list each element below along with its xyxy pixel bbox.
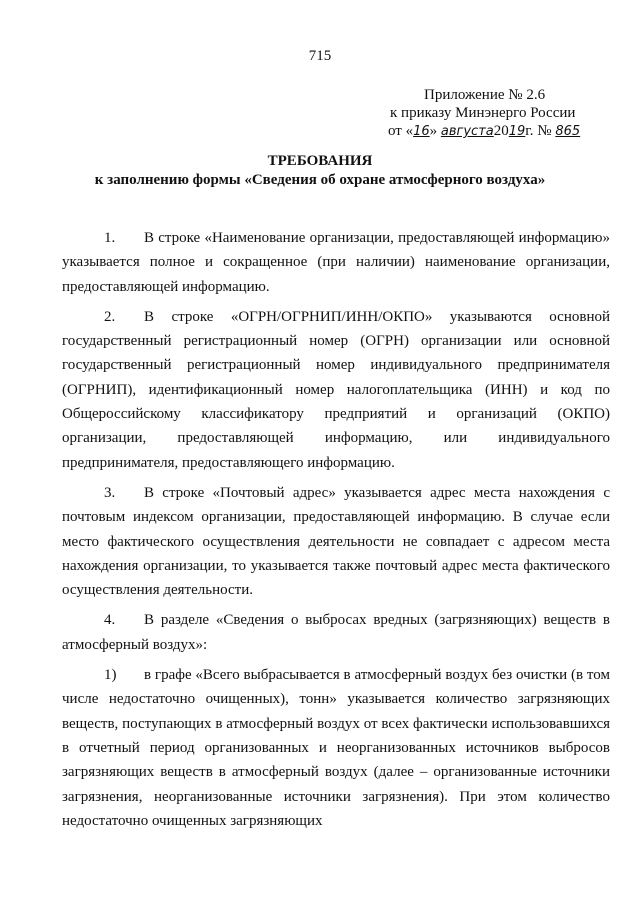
paragraph-text: В строке «ОГРН/ОГРНИП/ИНН/ОКПО» указываются основной государственный регистрационный номер (ОГРН) организации или основной государственный регистрационный номер индивидуального предпринимателя (ОГРНИП), идентификационный номер налогоплательщика (ИНН) и код по Общероссийскому классификатору предприятий и организаций (ОКПО) организации, предоставляющей информацию, или индивидуального предпринимателя, предоставляющего информацию. [62,308,610,471]
paragraph-number: 3. [104,484,116,501]
document-title [60,152,580,190]
document-body [62,226,610,839]
paragraph-1 [62,226,610,299]
paragraph-2 [62,305,610,475]
paragraph-text: в графе «Всего выбрасывается в атмосферный воздух без очистки (в том числе недостаточно очищенных), тонн» указывается количество загрязняющих веществ, поступающих в атмосферный воздух от всех фактически использовавшихся в отчетный период организованных и неорганизованных источников выбросов загрязняющих веществ в атмосферный воздух (далее – организованные источники загрязнения, неорганизованные источники загрязнения). При этом количество недостаточно очищенных загрязняющих [62,667,610,829]
handwritten-month: августа [440,124,494,139]
paragraph-number: 1. [104,230,116,246]
subparagraph-1 [62,663,610,833]
attachment-order-ref: к приказу Минэнерго России [390,105,576,121]
subparagraph-number: 1) [104,667,117,684]
paragraph-3 [62,481,610,602]
attachment-block [380,86,610,141]
title-heading: ТРЕБОВАНИЯ [267,153,373,169]
handwritten-year: 19 [508,124,526,139]
paragraph-number: 4. [104,612,116,629]
page-number: 715 [308,48,332,64]
handwritten-day: 16 [413,124,430,139]
paragraph-text: В разделе «Сведения о выбросах вредных (загрязняющих) веществ в атмосферный воздух»: [62,612,610,653]
paragraph-text: В строке «Почтовый адрес» указывается адрес места нахождения с почтовым индексом организации, предоставляющей информацию. В случае если место фактического осуществления деятельности не совпадает с адресом места нахождения организации, то указывается также почтовый адрес места фактического осуществления деятельности. [62,484,610,599]
attachment-date-line: от «16» августа2019г. № 865 [388,123,581,139]
paragraph-4 [62,608,610,657]
handwritten-order-number: 865 [555,124,581,139]
paragraph-text: В строке «Наименование организации, предоставляющей информацию» указывается полное и сокращенное (при наличии) наименование организации, предоставляющей информацию. [62,230,610,295]
attachment-title: Приложение № 2.6 [424,87,546,103]
title-subheading: к заполнению формы «Сведения об охране атмосферного воздуха» [94,172,546,188]
paragraph-number: 2. [104,308,116,325]
